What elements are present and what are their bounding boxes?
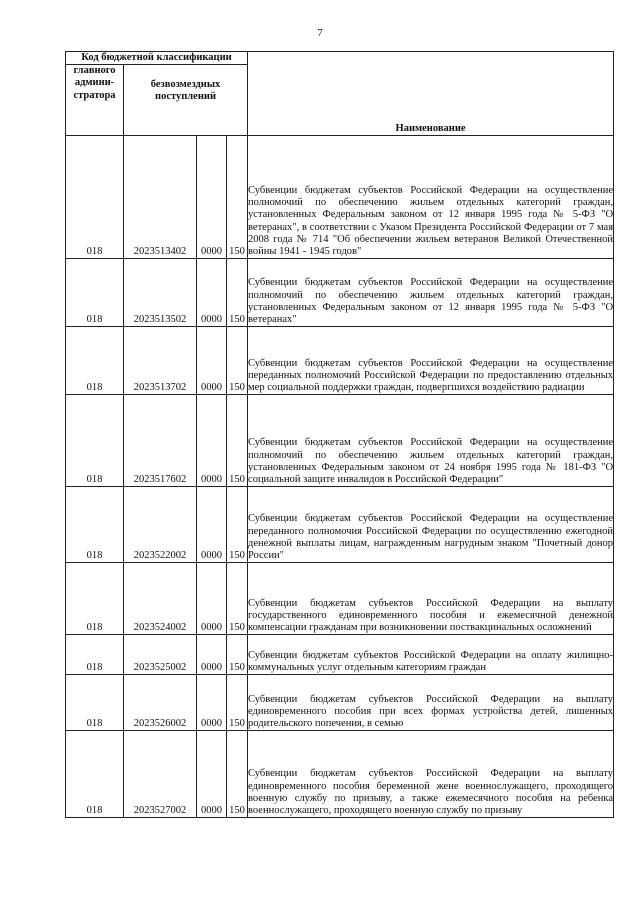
revenue-name: Субвенции бюджетам субъектов Российской Федерации на выплату государственного единовременного пособия и ежемесячной денежной компенсации гражданам при возникновении поствакцинальных осложнений — [248, 563, 614, 635]
subtype-code: 0000 — [197, 487, 227, 563]
budget-classification-table — [65, 51, 614, 818]
subtype-code: 0000 — [197, 395, 227, 487]
subtype-code: 0000 — [197, 259, 227, 327]
classification-code: 150 — [227, 327, 248, 395]
admin-code: 018 — [66, 563, 124, 635]
header-revenue-column: безвозмездных поступлений — [124, 65, 248, 136]
admin-code: 018 — [66, 635, 124, 675]
subtype-code: 0000 — [197, 563, 227, 635]
revenue-code: 2023513702 — [124, 327, 197, 395]
revenue-name: Субвенции бюджетам субъектов Российской Федерации на осуществление полномочий по обеспечению жильем отдельных категорий граждан, установленных Федеральным законом от 12 января 1995 года № 5-ФЗ "О ветеранах", в соответствии с Указом Президента Российской Федерации от 7 мая 2008 года № 714 "Об обеспечении жильем ветеранов Великой Отечественной войны 1941 - 1945 годов" — [248, 136, 614, 259]
revenue-code: 2023513502 — [124, 259, 197, 327]
subtype-code: 0000 — [197, 635, 227, 675]
admin-code: 018 — [66, 327, 124, 395]
table-row — [66, 731, 614, 818]
classification-code: 150 — [227, 395, 248, 487]
table-row — [66, 259, 614, 327]
admin-code: 018 — [66, 731, 124, 818]
revenue-code: 2023517602 — [124, 395, 197, 487]
header-admin-column: главного админи-стратора — [66, 65, 124, 136]
revenue-name: Субвенции бюджетам субъектов Российской Федерации на осуществление переданного полномочия Российской Федерации по осуществлению ежегодной денежной выплаты лицам, награжденным нагрудным знаком "Почетный донор России" — [248, 487, 614, 563]
subtype-code: 0000 — [197, 136, 227, 259]
classification-code: 150 — [227, 675, 248, 731]
admin-code: 018 — [66, 395, 124, 487]
table-row — [66, 563, 614, 635]
classification-code: 150 — [227, 731, 248, 818]
table-row — [66, 327, 614, 395]
admin-code: 018 — [66, 675, 124, 731]
revenue-name: Субвенции бюджетам субъектов Российской Федерации на осуществление полномочий по обеспечению жильем отдельных категорий граждан, установленных Федеральным законом от 24 ноября 1995 года № 181-ФЗ "О социальной защите инвалидов в Российской Федерации" — [248, 395, 614, 487]
revenue-name: Субвенции бюджетам субъектов Российской Федерации на осуществление полномочий по обеспечению жильем отдельных категорий граждан, установленных Федеральным законом от 12 января 1995 года № 5-ФЗ "О ветеранах" — [248, 259, 614, 327]
subtype-code: 0000 — [197, 731, 227, 818]
admin-code: 018 — [66, 487, 124, 563]
revenue-name: Субвенции бюджетам субъектов Российской Федерации на осуществление переданных полномочий Российской Федерации по предоставлению отдельных мер социальной поддержки граждан, подвергшихся воздействию радиации — [248, 327, 614, 395]
revenue-name: Субвенции бюджетам субъектов Российской Федерации на оплату жилищно-коммунальных услуг отдельным категориям граждан — [248, 635, 614, 675]
table-row — [66, 136, 614, 259]
subtype-code: 0000 — [197, 675, 227, 731]
header-name-column: Наименование — [248, 52, 614, 136]
admin-code: 018 — [66, 136, 124, 259]
revenue-name: Субвенции бюджетам субъектов Российской Федерации на выплату единовременного пособия беременной жене военнослужащего, проходящего военную службу по призыву, а также ежемесячного пособия на ребенка военнослужащего, проходящего военную службу по призыву — [248, 731, 614, 818]
table-row — [66, 635, 614, 675]
table-row — [66, 487, 614, 563]
admin-code: 018 — [66, 259, 124, 327]
revenue-code: 2023527002 — [124, 731, 197, 818]
revenue-code: 2023522002 — [124, 487, 197, 563]
classification-code: 150 — [227, 635, 248, 675]
classification-code: 150 — [227, 259, 248, 327]
revenue-code: 2023526002 — [124, 675, 197, 731]
revenue-name: Субвенции бюджетам субъектов Российской Федерации на выплату единовременного пособия при всех формах устройства детей, лишенных родительского попечения, в семью — [248, 675, 614, 731]
classification-code: 150 — [227, 487, 248, 563]
header-group-title: Код бюджетной классификации — [66, 52, 248, 65]
revenue-code: 2023525002 — [124, 635, 197, 675]
revenue-code: 2023524002 — [124, 563, 197, 635]
table-row — [66, 395, 614, 487]
classification-code: 150 — [227, 136, 248, 259]
page-number: 7 — [317, 27, 323, 39]
revenue-code: 2023513402 — [124, 136, 197, 259]
subtype-code: 0000 — [197, 327, 227, 395]
classification-code: 150 — [227, 563, 248, 635]
table-row — [66, 675, 614, 731]
